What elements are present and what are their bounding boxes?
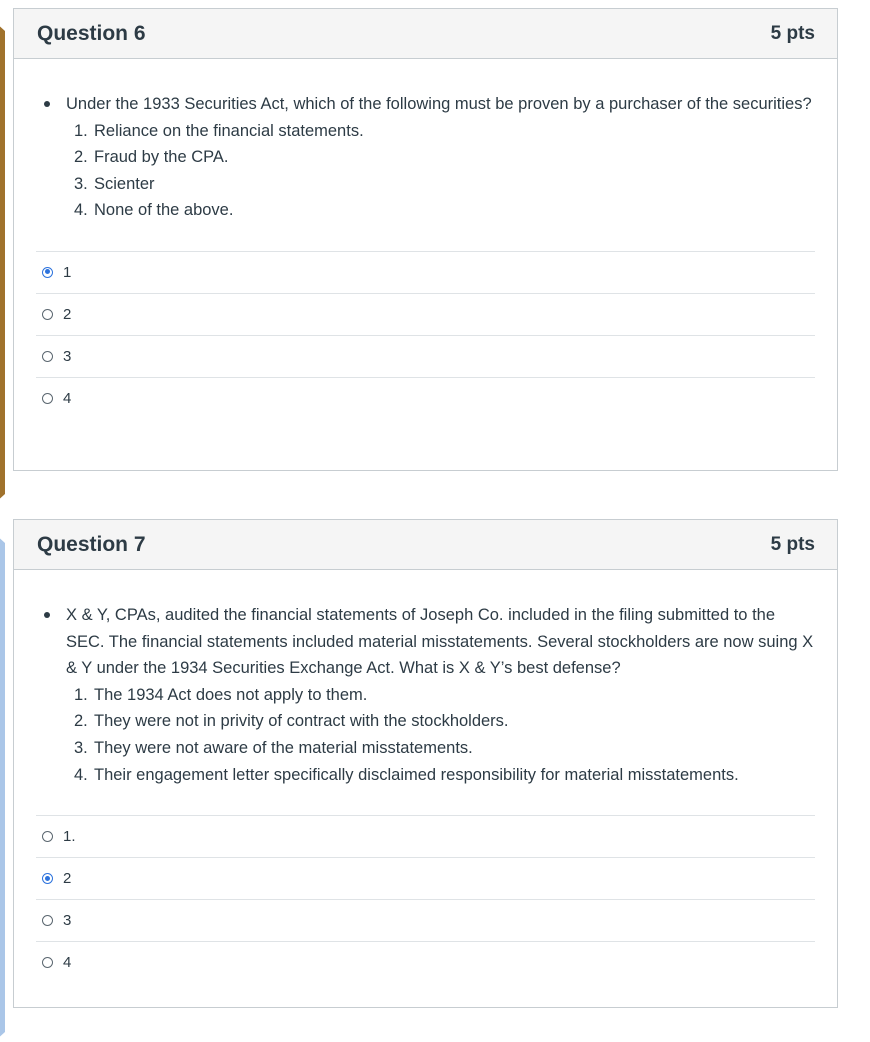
question-flag-icon[interactable] bbox=[0, 533, 5, 1042]
question-header bbox=[14, 9, 837, 59]
answer-label: 3 bbox=[63, 347, 72, 365]
prompt-option: 2. They were not in privity of contract with the stockholders. bbox=[74, 712, 509, 731]
question-prompt bbox=[36, 91, 815, 224]
radio-button[interactable] bbox=[42, 873, 53, 884]
answer-label: 4 bbox=[63, 954, 72, 972]
radio-button[interactable] bbox=[42, 393, 53, 404]
bullet-icon bbox=[44, 101, 50, 107]
prompt-option: 1. The 1934 Act does not apply to them. bbox=[74, 685, 368, 704]
answer-label: 1. bbox=[63, 828, 76, 846]
prompt-option: 4. None of the above. bbox=[74, 201, 234, 220]
answer-option[interactable] bbox=[36, 815, 815, 857]
answer-list bbox=[36, 251, 815, 419]
radio-button[interactable] bbox=[42, 831, 53, 842]
question-7 bbox=[13, 519, 838, 1008]
prompt-option: 2. Fraud by the CPA. bbox=[74, 148, 229, 167]
prompt-text: Under the 1933 Securities Act, which of the following must be proven by a purchaser of the securities? bbox=[66, 95, 812, 113]
answer-label: 1 bbox=[63, 263, 72, 281]
question-points: 5 pts bbox=[770, 22, 815, 44]
answer-label: 3 bbox=[63, 912, 72, 930]
question-flag-icon[interactable] bbox=[0, 21, 5, 504]
prompt-options bbox=[66, 682, 815, 788]
question-title: Question 6 bbox=[37, 21, 146, 45]
question-header bbox=[14, 520, 837, 570]
prompt-options bbox=[66, 118, 815, 224]
question-6 bbox=[13, 8, 838, 471]
answer-option[interactable] bbox=[36, 377, 815, 419]
radio-button[interactable] bbox=[42, 915, 53, 926]
radio-button[interactable] bbox=[42, 309, 53, 320]
answer-list bbox=[36, 815, 815, 983]
answer-label: 4 bbox=[63, 389, 72, 407]
question-prompt bbox=[36, 602, 815, 788]
prompt-option: 3. Scienter bbox=[74, 174, 155, 193]
answer-option[interactable] bbox=[36, 293, 815, 335]
answer-option[interactable] bbox=[36, 251, 815, 293]
radio-button[interactable] bbox=[42, 351, 53, 362]
radio-button[interactable] bbox=[42, 267, 53, 278]
prompt-option: 4. Their engagement letter specifically disclaimed responsibility for material misstatements. bbox=[74, 765, 739, 784]
answer-option[interactable] bbox=[36, 899, 815, 941]
answer-option[interactable] bbox=[36, 335, 815, 377]
answer-option[interactable] bbox=[36, 941, 815, 983]
prompt-text: X & Y, CPAs, audited the financial statements of Joseph Co. included in the filing submitted to the SEC. The financial statements included material misstatements. Several stockholders are now suing X & Y under the 1934 Securities Exchange Act. What is X & Y’s best defense? bbox=[66, 606, 814, 678]
question-title: Question 7 bbox=[37, 532, 146, 556]
prompt-option: 1. Reliance on the financial statements. bbox=[74, 121, 364, 140]
answer-option[interactable] bbox=[36, 857, 815, 899]
answer-label: 2 bbox=[63, 305, 72, 323]
prompt-option: 3. They were not aware of the material misstatements. bbox=[74, 738, 473, 757]
question-points: 5 pts bbox=[770, 533, 815, 555]
bullet-icon bbox=[44, 612, 50, 618]
answer-label: 2 bbox=[63, 870, 72, 888]
radio-button[interactable] bbox=[42, 957, 53, 968]
